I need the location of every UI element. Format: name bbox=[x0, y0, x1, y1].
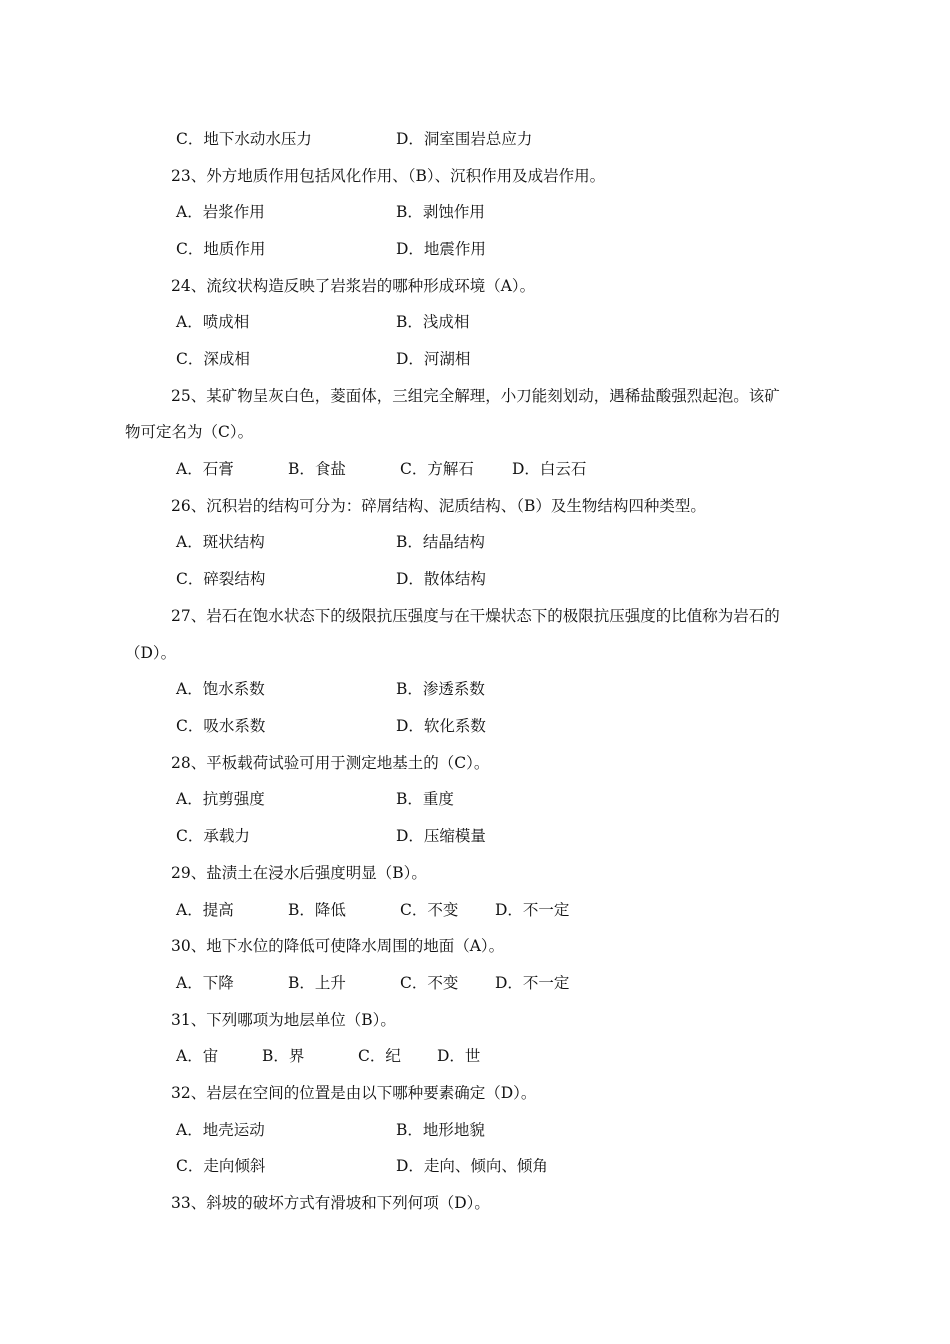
option-c: C．承载力 bbox=[176, 827, 250, 845]
option-b: B．渗透系数 bbox=[396, 680, 485, 698]
option-a: A．石膏 bbox=[176, 460, 234, 478]
option-d: D．白云石 bbox=[512, 460, 587, 478]
option-d: D．世 bbox=[437, 1047, 481, 1065]
option-d: D．软化系数 bbox=[396, 717, 486, 735]
question-27: 27、岩石在饱水状态下的级限抗压强度与在干燥状态下的极限抗压强度的比值称为岩石的 bbox=[171, 607, 780, 625]
option-b: B．食盐 bbox=[288, 460, 346, 478]
question-31: 31、下列哪项为地层单位（B）。 bbox=[171, 1011, 396, 1029]
option-c: C．吸水系数 bbox=[176, 717, 266, 735]
option-a: A．岩浆作用 bbox=[176, 203, 265, 221]
option-d: D．散体结构 bbox=[396, 570, 486, 588]
option-b: B．地形地貌 bbox=[396, 1121, 485, 1139]
option-c: C．纪 bbox=[358, 1047, 401, 1065]
question-30: 30、地下水位的降低可使降水周围的地面（A）。 bbox=[171, 937, 505, 955]
question-25-cont: 物可定名为（C）。 bbox=[125, 423, 254, 441]
option-b: B．界 bbox=[262, 1047, 305, 1065]
option-d: D．地震作用 bbox=[396, 240, 486, 258]
option-b: B．浅成相 bbox=[396, 313, 470, 331]
option-c: C．不变 bbox=[400, 974, 459, 992]
question-33: 33、斜坡的破坏方式有滑坡和下列何项（D）。 bbox=[171, 1194, 490, 1212]
option-a: A．喷成相 bbox=[176, 313, 250, 331]
option-d: D．河湖相 bbox=[396, 350, 471, 368]
option-d: D．走向、倾向、倾角 bbox=[396, 1157, 548, 1175]
option-c: C．碎裂结构 bbox=[176, 570, 266, 588]
question-24: 24、流纹状构造反映了岩浆岩的哪种形成环境（A）。 bbox=[171, 277, 536, 295]
option-b: B．上升 bbox=[288, 974, 346, 992]
option-a: A．提高 bbox=[176, 901, 234, 919]
option-b: B．重度 bbox=[396, 790, 454, 808]
question-32: 32、岩层在空间的位置是由以下哪种要素确定（D）。 bbox=[171, 1084, 537, 1102]
option-a: A．斑状结构 bbox=[176, 533, 265, 551]
option-c: C．不变 bbox=[400, 901, 459, 919]
question-27-cont: （D）。 bbox=[125, 644, 177, 662]
option-a: A．地壳运动 bbox=[176, 1121, 265, 1139]
option-b: B．降低 bbox=[288, 901, 346, 919]
question-29: 29、盐渍土在浸水后强度明显（B）。 bbox=[171, 864, 427, 882]
option-a: A．饱水系数 bbox=[176, 680, 265, 698]
option-d: D．洞室围岩总应力 bbox=[396, 130, 533, 148]
option-b: B．结晶结构 bbox=[396, 533, 485, 551]
option-b: B．剥蚀作用 bbox=[396, 203, 485, 221]
option-a: A．宙 bbox=[176, 1047, 219, 1065]
option-d: D．压缩模量 bbox=[396, 827, 486, 845]
option-c: C．地质作用 bbox=[176, 240, 266, 258]
question-28: 28、平板载荷试验可用于测定地基土的（C）。 bbox=[171, 754, 490, 772]
option-c: C．深成相 bbox=[176, 350, 250, 368]
question-25: 25、某矿物呈灰白色，菱面体，三组完全解理，小刀能刻划动，遇稀盐酸强烈起泡。该矿 bbox=[171, 387, 780, 405]
option-a: A．下降 bbox=[176, 974, 234, 992]
option-c: C．走向倾斜 bbox=[176, 1157, 266, 1175]
question-23: 23、外方地质作用包括风化作用、（B）、沉积作用及成岩作用。 bbox=[171, 167, 606, 185]
option-d: D．不一定 bbox=[495, 901, 570, 919]
option-a: A．抗剪强度 bbox=[176, 790, 265, 808]
option-d: D．不一定 bbox=[495, 974, 570, 992]
question-26: 26、沉积岩的结构可分为：碎屑结构、泥质结构、（B）及生物结构四种类型。 bbox=[171, 497, 706, 515]
option-c: C．地下水动水压力 bbox=[176, 130, 312, 148]
option-c: C．方解石 bbox=[400, 460, 474, 478]
